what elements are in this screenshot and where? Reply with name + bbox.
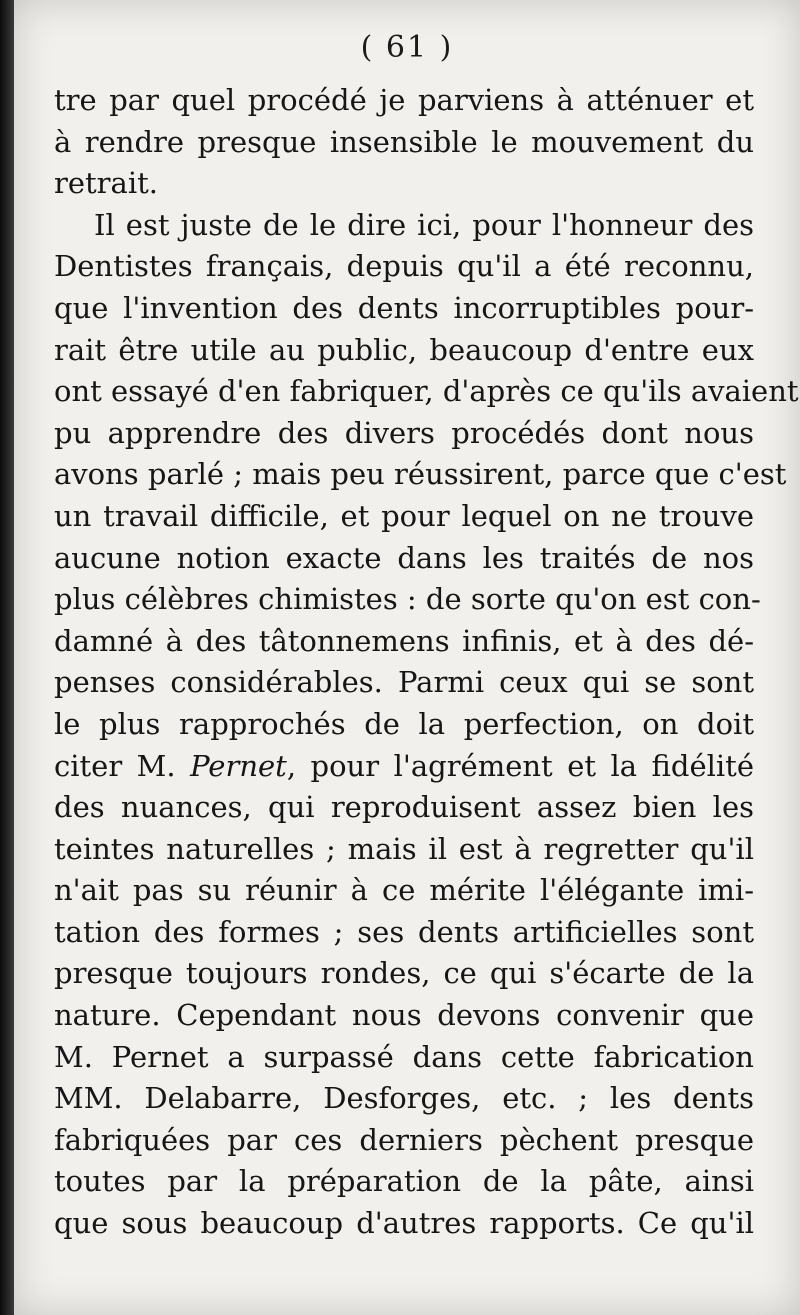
text-line: nature. Cependant nous devons convenir que	[54, 998, 754, 1033]
book-page	[14, 0, 800, 1315]
text-line: Dentistes français, depuis qu'il a été reconnu,	[54, 249, 754, 284]
text-line: MM. Delabarre, Desforges, etc. ; les dents	[54, 1081, 754, 1116]
text-line: plus célèbres chimistes : de sorte qu'on est con-	[54, 582, 761, 617]
text-line: ont essayé d'en fabriquer, d'après ce qu'ils avaient	[54, 374, 799, 409]
text-line: teintes naturelles ; mais il est à regretter qu'il	[54, 831, 754, 866]
text-line: aucune notion exacte dans les traités de nos	[54, 540, 754, 575]
text-line: penses considérables. Parmi ceux qui se sont	[54, 665, 754, 700]
citer-name: Pernet	[190, 748, 287, 783]
text-line: à rendre presque insensible le mouvement du	[54, 124, 754, 159]
citer-after: , pour l'agrément et la fidélité	[286, 748, 754, 783]
text-line: M. Pernet a surpassé dans cette fabrication	[54, 1039, 754, 1074]
text-line: damné à des tâtonnemens infinis, et à des dé-	[54, 623, 754, 658]
text-line: Il est juste de le dire ici, pour l'honneur des	[94, 207, 754, 242]
text-line: n'ait pas su réunir à ce mérite l'élégante imi-	[54, 873, 754, 908]
text-line-citer	[54, 746, 754, 788]
text-line: presque toujours rondes, ce qui s'écarte de la	[54, 956, 754, 991]
text-line: pu apprendre des divers procédés dont nous	[54, 415, 754, 450]
text-line: tre par quel procédé je parviens à atténuer et	[54, 83, 754, 117]
text-line: que l'invention des dents incorruptibles pour-	[54, 290, 754, 325]
citer-before: citer M.	[54, 748, 191, 783]
text-line: tation des formes ; ses dents artificielles sont	[54, 914, 754, 949]
text-line: rait être utile au public, beaucoup d'entre eux	[54, 332, 754, 367]
text-line: un travail difficile, et pour lequel on ne trouve	[54, 498, 754, 533]
book-gutter	[0, 0, 14, 1315]
page-number: ( 61 )	[360, 30, 454, 65]
text-line: le plus rapprochés de la perfection, on doit	[54, 706, 754, 741]
text-line: avons parlé ; mais peu réussirent, parce que c'est	[54, 457, 787, 492]
text-line: que sous beaucoup d'autres rapports. Ce qu'il	[54, 1206, 754, 1241]
text-line: toutes par la préparation de la pâte, ainsi	[54, 1164, 754, 1199]
text-line: retrait.	[54, 166, 158, 201]
text-line: des nuances, qui reproduisent assez bien les	[54, 790, 754, 825]
body-text	[54, 80, 799, 1245]
text-line: fabriquées par ces derniers pèchent presque	[54, 1122, 754, 1157]
